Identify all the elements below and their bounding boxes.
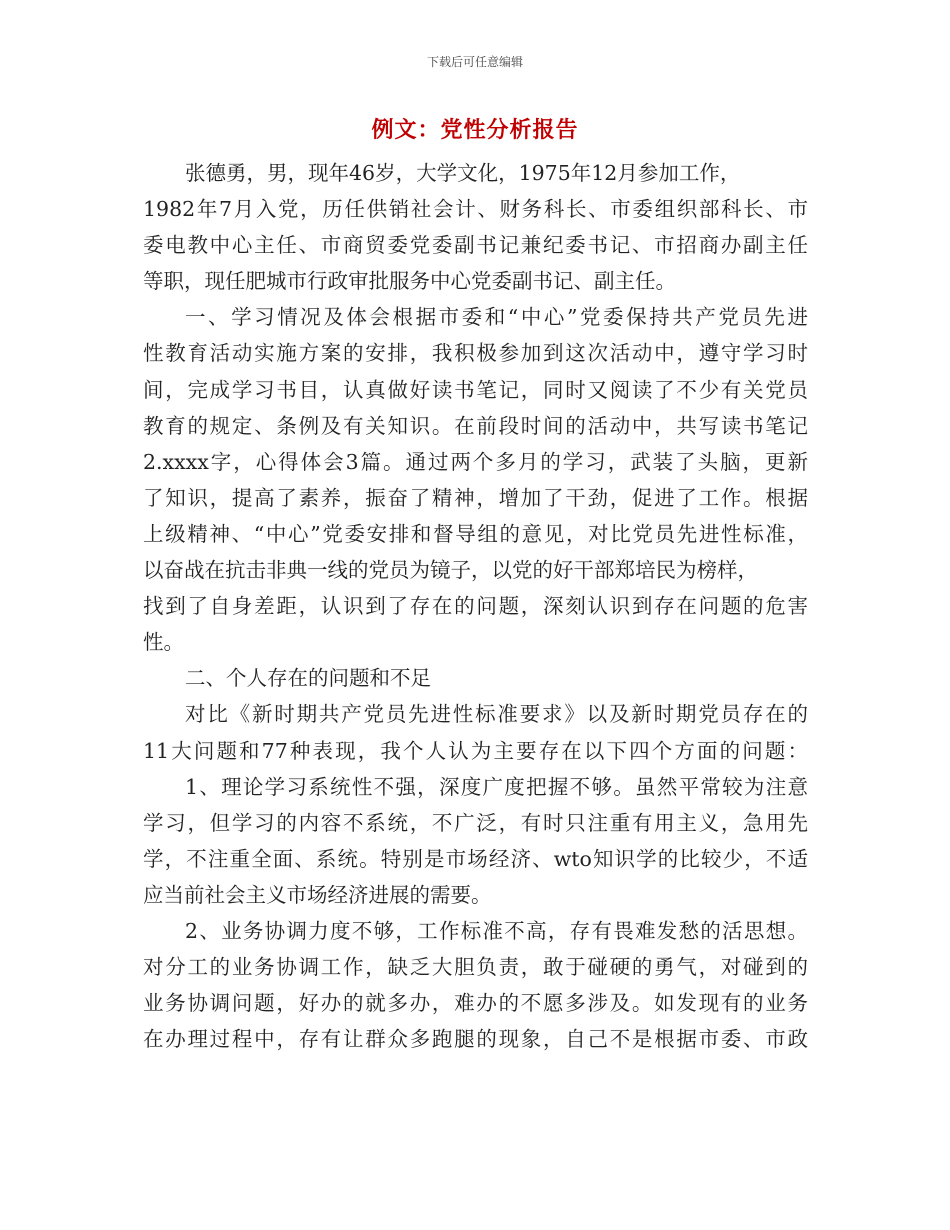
document-title: 例文：党性分析报告: [371, 117, 579, 143]
text-line: 了知识，提高了素养，振奋了精神，增加了干劲，促进了工作。根据: [143, 485, 808, 510]
text-line: 以奋战在抗击非典一线的党员为镜子，以党的好干部郑培民为榜样，: [143, 558, 758, 583]
text-line: 一、学习情况及体会根据市委和“中心”党委保持共产党员先进: [185, 305, 808, 330]
text-line: 应当前社会主义市场经济进展的需要。: [143, 882, 492, 907]
text-line: 间，完成学习书目，认真做好读书笔记，同时又阅读了不少有关党员: [143, 377, 808, 402]
document-body: [143, 155, 808, 1057]
text-line: 上级精神、“中心”党委安排和督导组的意见，对比党员先进性标准，: [143, 521, 808, 546]
text-line: 等职，现任肥城市行政审批服务中心党委副书记、副主任。: [143, 269, 676, 294]
page-header: 下载后可任意编辑: [426, 55, 523, 69]
text-line: 委电教中心主任、市商贸委党委副书记兼纪委书记、市招商办副主任: [143, 233, 808, 258]
text-line: 性教育活动实施方案的安排，我积极参加到这次活动中，遵守学习时: [143, 341, 808, 366]
text-line: 11大问题和77种表现，我个人认为主要存在以下四个方面的问题：: [143, 738, 808, 763]
text-line: 学习，但学习的内容不系统，不广泛，有时只注重有用主义，急用先: [143, 810, 808, 835]
text-line: 对比《新时期共产党员先进性标准要求》以及新时期党员存在的: [185, 702, 808, 727]
text-line: 2、业务协调力度不够，工作标准不高，存有畏难发愁的活思想。: [185, 918, 808, 943]
text-line: 找到了自身差距，认识到了存在的问题，深刻认识到存在问题的危害: [143, 594, 808, 619]
text-line: 学，不注重全面、系统。特别是市场经济、wto知识学的比较少，不适: [143, 846, 808, 871]
text-line: 业务协调问题，好办的就多办，难办的不愿多涉及。如发现有的业务: [143, 991, 808, 1016]
text-line: 在办理过程中，存有让群众多跑腿的现象，自己不是根据市委、市政: [143, 1027, 808, 1052]
text-line: 1982年7月入党，历任供销社会计、财务科长、市委组织部科长、市: [143, 197, 808, 222]
text-line: 性。: [143, 630, 184, 655]
text-line: 对分工的业务协调工作，缺乏大胆负责，敢于碰硬的勇气，对碰到的: [143, 955, 808, 980]
text-line: 2.xxxx字，心得体会3篇。通过两个多月的学习，武装了头脑，更新: [143, 449, 808, 474]
text-line: 1、理论学习系统性不强，深度广度把握不够。虽然平常较为注意: [185, 774, 808, 799]
section-heading: 二、个人存在的问题和不足: [185, 666, 431, 691]
text-line: 教育的规定、条例及有关知识。在前段时间的活动中，共写读书笔记: [143, 413, 808, 438]
text-line: 张德勇，男，现年46岁，大学文化，1975年12月参加工作，: [185, 161, 741, 185]
